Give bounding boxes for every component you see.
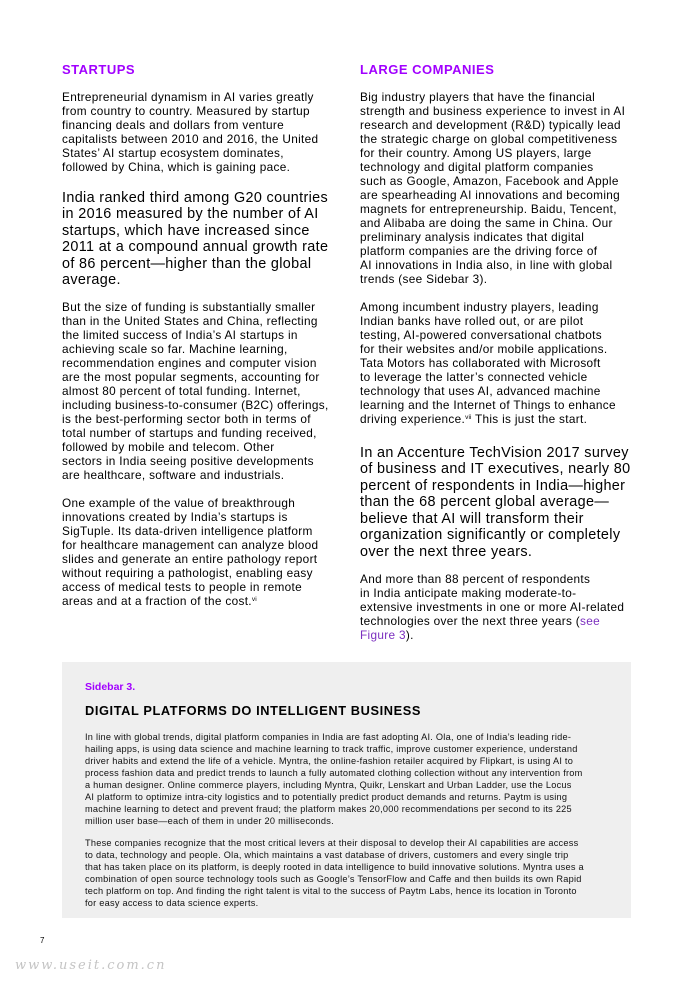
text-line: And more than 88 percent of respondents [360,572,591,586]
text-line: followed by China, which is gaining pace. [62,160,291,174]
text-line: capitalists between 2010 and 2016, the United [62,132,319,146]
text-line: of business and IT executives, nearly 80 [360,461,631,477]
text-line: average. [62,272,121,288]
text-line: than the 68 percent global average— [360,494,610,510]
text-line: for healthcare management can analyze blood [62,538,319,552]
text-segment: technologies over the next three years ( [360,614,581,628]
text-line: to leverage the latter’s connected vehicle [360,370,588,384]
text-line: for their websites and/or mobile applications. [360,342,608,356]
sidebar-paragraph-1 [85,731,583,827]
text-line: In an Accenture TechVision 2017 survey [360,444,629,461]
text-line: machine learning to detect and prevent fraud; the platform makes 20,000 recommendations per second to its 225 [85,804,572,815]
text-line: platform companies are the driving force of [360,244,598,258]
text-line: a human designer. Online commerce players, including Myntra, Quikr, Lenskart and Urban Ladder, use the Locus [85,780,572,791]
text-line: strength and business experience to invest in AI [360,104,626,118]
text-line: slides and generate an entire pathology report [62,552,318,566]
text-segment: ). [405,628,414,642]
text-line: the limited success of India’s AI startups in [62,328,298,342]
figure-3-link-see[interactable]: see [580,614,601,628]
startups-callout [62,190,328,289]
large-companies-heading: LARGE COMPANIES [360,62,495,77]
text-line: testing, AI-powered conversational chatbots [360,328,602,342]
text-line: from country to country. Measured by startup [62,104,310,118]
incumbents-paragraph [360,300,616,426]
startups-intro-paragraph [62,90,318,174]
text-line: the strategic charge on global competitiveness [360,132,618,146]
text-line: research and development (R&D) typically lead [360,118,621,132]
text-line: AI platform to optimize intra-city logistics and to potentially predict product demands and returns. Paytm is using [85,792,568,803]
text-segment: areas and at a fraction of the cost. [62,594,252,608]
text-line: technology that uses AI, advanced machine [360,384,601,398]
text-line: to data, technology and people. Ola, which maintains a vast database of drivers, customers and every single trip [85,850,569,861]
sidebar-box [62,662,631,918]
text-segment: This is just the start. [471,412,588,426]
text-line: million user base—each of them in under 20 milliseconds. [85,816,334,827]
text-line: total number of startups and funding received, [62,426,317,440]
text-line: Indian banks have rolled out, or are pilot [360,314,584,328]
text-line: combination of open source technology tools such as Google’s TensorFlow and Caffe and then builds its own Rapid [85,874,582,885]
text-line: innovations created by India’s startups is [62,510,288,524]
text-line: magnets for entrepreneurship. Baidu, Tencent, [360,202,617,216]
text-line: and Alibaba are doing the same in China. Our [360,216,613,230]
text-line: hailing apps, is using data science and machine learning to track traffic, improve customer experience, understand [85,744,578,755]
text-line: that has taken place on its platform, is deeply rooted in data intelligence to build innovative solutions. Myntra uses a [85,862,584,873]
text-line: These companies recognize that the most critical levers at their disposal to develop their AI capabilities are access [85,838,579,849]
text-line: without requiring a pathologist, enabling easy [62,566,313,580]
text-line: believe that AI will transform their [360,510,584,527]
text-line: including business-to-consumer (B2C) offerings, [62,398,329,412]
text-line: India ranked third among G20 countries [62,189,329,206]
text-line: sectors in India seeing positive developments [62,454,314,468]
startups-funding-paragraph [62,300,329,482]
text-line: startups, which have increased since [62,222,310,239]
text-line: for easy access to data science experts. [85,898,259,909]
survey-paragraph [360,572,624,642]
text-segment: driving experience. [360,412,466,426]
text-line: of 86 percent—higher than the global [62,255,312,272]
text-line [360,628,624,642]
text-line: 2011 at a compound annual growth rate [62,239,329,255]
watermark: www.useit.com.cn [15,958,167,973]
text-line: driver habits and extend the life of a vehicle. Myntra, the online-fashion retailer acquired by Flipkart, is using AI to [85,756,574,767]
text-line: is the best-performing sector both in terms of [62,412,311,426]
text-line: than in the United States and China, reflecting [62,314,318,328]
text-line: One example of the value of breakthrough [62,496,296,510]
endnote-reference: vii [465,414,472,421]
text-line [360,412,616,426]
startups-heading: STARTUPS [62,62,136,77]
text-line: achieving scale so far. Machine learning, [62,342,288,356]
text-line: in 2016 measured by the number of AI [62,206,319,222]
text-line: In line with global trends, digital platform companies in India are fast adopting AI. Ola, one of India’s leading ride- [85,732,572,743]
text-line [360,614,624,628]
text-line: Big industry players that have the financial [360,90,596,104]
text-line: are healthcare, software and industrials. [62,468,285,482]
text-line: financing deals and dollars from venture [62,118,284,132]
text-line: recommendation engines and computer vision [62,356,317,370]
sidebar-paragraph-2 [85,837,584,909]
text-line: preliminary analysis indicates that digital [360,230,585,244]
text-line: organization significantly or completely [360,527,621,543]
large-companies-column [360,0,640,660]
text-line [62,594,318,608]
text-line: followed by mobile and telecom. Other [62,440,275,454]
text-line: SigTuple. Its data-driven intelligence platform [62,524,313,538]
survey-callout [360,445,631,561]
endnote-reference: vi [251,596,257,603]
text-line: access of medical tests to people in remote [62,580,302,594]
text-line: learning and the Internet of Things to enhance [360,398,616,412]
text-line: trends (see Sidebar 3). [360,272,488,286]
sidebar-title: DIGITAL PLATFORMS DO INTELLIGENT BUSINESS [85,703,421,718]
large-companies-intro-paragraph [360,90,625,286]
text-line: percent of respondents in India—higher [360,477,626,494]
text-line: tech platform on top. And finding the right talent is vital to the success of Paytm Labs, hence its location in Toronto [85,886,577,897]
text-line: But the size of funding is substantially smaller [62,300,316,314]
startups-example-paragraph [62,496,318,608]
text-line: are spearheading AI innovations and becoming [360,188,621,202]
text-line: such as Google, Amazon, Facebook and Apple [360,174,619,188]
text-line: in India anticipate making moderate-to- [360,586,577,600]
text-line: States’ AI startup ecosystem dominates, [62,146,284,160]
text-line: AI innovations in India also, in line with global [360,258,613,272]
text-line: are the most popular segments, accounting for [62,370,320,384]
text-line: almost 80 percent of total funding. Internet, [62,384,301,398]
text-line: Entrepreneurial dynamism in AI varies greatly [62,90,314,104]
text-line: extensive investments in one or more AI-related [360,600,625,614]
startups-column [62,0,342,660]
page-number: 7 [40,936,45,945]
figure-3-link[interactable]: Figure 3 [360,628,406,642]
text-line: Among incumbent industry players, leading [360,300,599,314]
sidebar-label: Sidebar 3. [85,680,136,693]
text-line: for their country. Among US players, large [360,146,592,160]
text-line: Tata Motors has collaborated with Microsoft [360,356,601,370]
text-line: process fashion data and predict trends to launch a fully automated clothing collection without any intervention from [85,768,583,779]
text-line: over the next three years. [360,543,533,560]
text-line: technology and digital platform companies [360,160,594,174]
